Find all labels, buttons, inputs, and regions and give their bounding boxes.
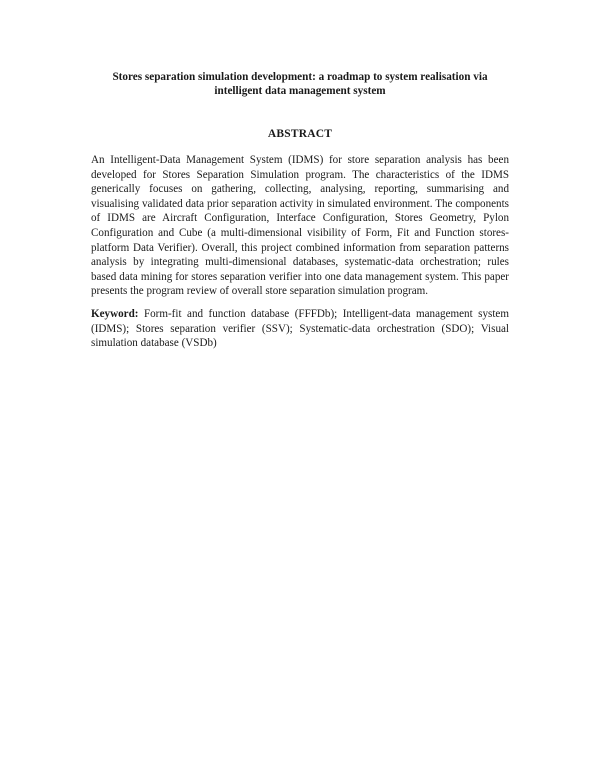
abstract-line: generically focuses on gathering, collecting, analysing, reporting, summarising and xyxy=(91,183,509,196)
abstract-line: presents the program review of overall store separation simulation program. xyxy=(91,285,429,298)
keyword-text: Form-fit and function database (FFFDb); Intelligent-data management system xyxy=(138,308,509,320)
title-line: Stores separation simulation development: a roadmap to system realisation via xyxy=(112,71,488,83)
abstract-line: Configuration and Cube (a multi-dimensional visibility of Form, Fit and Function stores- xyxy=(91,226,509,239)
keyword-label: Keyword: xyxy=(91,308,139,320)
keyword-line: (IDMS); Stores separation verifier (SSV); Systematic-data orchestration (SDO); Visual xyxy=(91,322,509,335)
keyword-line xyxy=(91,307,509,322)
abstract-body xyxy=(91,153,509,299)
abstract-line: An Intelligent-Data Management System (IDMS) for store separation analysis has been xyxy=(91,154,509,166)
abstract-line: visualising validated data prior separation activity in simulated environment. The components xyxy=(91,197,509,210)
title-line: intelligent data management system xyxy=(214,85,386,97)
abstract-line: based data mining for stores separation verifier into one data management system. This paper xyxy=(91,270,509,283)
keyword-line: simulation database (VSDb) xyxy=(91,337,217,350)
keywords-section xyxy=(91,307,509,351)
paper-title xyxy=(60,70,540,98)
abstract-line: analysis by integrating multi-dimensional databases, systematic-data orchestration; rules xyxy=(91,256,509,269)
abstract-line: developed for Stores Separation Simulation program. The characteristics of the IDMS xyxy=(91,168,509,181)
abstract-line: platform Data Verifier). Overall, this project combined information from separation patterns xyxy=(91,241,509,254)
abstract-line: of IDMS are Aircraft Configuration, Interface Configuration, Stores Geometry, Pylon xyxy=(91,212,509,225)
abstract-heading: ABSTRACT xyxy=(267,128,333,140)
